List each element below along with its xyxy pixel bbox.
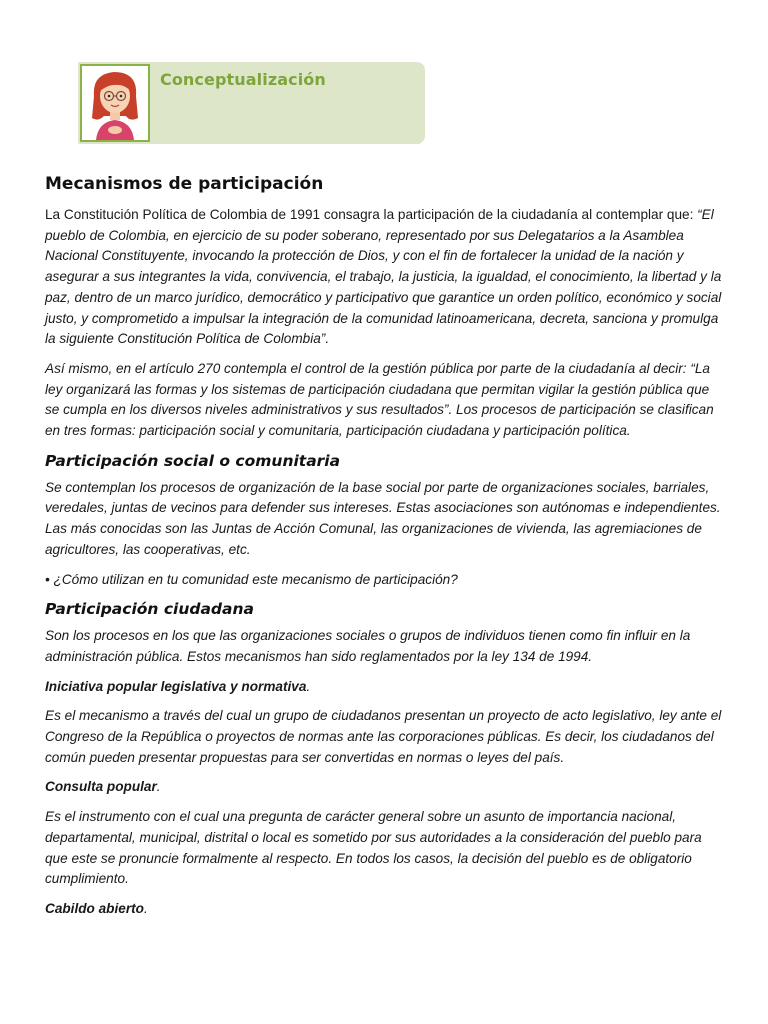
cabildo-title: Cabildo abierto [45, 900, 144, 916]
section-title: Mecanismos de participación [45, 174, 324, 194]
banner-title: Conceptualización [160, 70, 326, 89]
intro-paragraph [45, 205, 725, 350]
cabildo-subheading [45, 899, 725, 920]
ciudadana-heading: Participación ciudadana [45, 600, 254, 619]
document-body [45, 174, 725, 929]
cabildo-period: . [143, 900, 148, 916]
intro-lead: La Constitución Política de Colombia de 1991 consagra la participación de la ciudadanía al contemplar que: [45, 207, 698, 222]
constitution-quote: “El pueblo de Colombia, en ejercicio de su poder soberano, representado por sus Delegatarios a la Asamblea Nacional Constituyente, invocando la protección de Dios, y con el fin de fortalecer la unidad de la nación y asegurar a sus integrantes la vida, convivencia, el trabajo, la justicia, la igualdad, el conocimiento, la libertad y la paz, dentro de un marco jurídico, democrático y participativo que garantice un orden político, económico y social justo, y comprometido a impulsar la integración de la comunidad latinoamericana, decreta, sanciona y promulga la siguiente Constitución Política de Colombia”. [45, 207, 722, 347]
social-heading: Participación social o comunitaria [45, 451, 341, 470]
ciudadana-paragraph: Son los procesos en los que las organizaciones sociales o grupos de individuos tienen como fin influir en la administración pública. Estos mecanismos han sido reglamentados por la ley 134 de 1994. [45, 628, 691, 664]
iniciativa-period: . [306, 678, 311, 694]
consulta-subheading [45, 777, 725, 798]
social-paragraph: Se contemplan los procesos de organización de la base social por parte de organizaciones sociales, barriales, veredales, juntas de vecinos para defender sus intereses. Estas asociaciones son autónomas e independientes. Las más conocidas son las Juntas de Acción Comunal, las organizaciones de vivienda, las agremiaciones de agricultores, las cooperativas, etc. [45, 479, 721, 557]
article-paragraph: Así mismo, en el artículo 270 contempla el control de la gestión pública por parte de la ciudadanía al decir: “La ley organizará las formas y los sistemas de participación ciudadana que permitan vigilar la gestión pública que se cumpla en los diversos niveles administrativos y sus resultados”. Los procesos de participación se clasifican en tres formas: participación social y comunitaria, participación ciudadana y participación política. [45, 360, 714, 439]
iniciativa-title: Iniciativa popular legislativa y normativa [45, 678, 307, 694]
consulta-period: . [156, 779, 161, 795]
iniciativa-paragraph: Es el mecanismo a través del cual un grupo de ciudadanos presentan un proyecto de acto legislativo, ley ante el Congreso de la República o proyectos de normas ante las corporaciones públicas. Es decir, los ciudadanos del común pueden presentar propuestas para ser convertidas en normas o leyes del país. [45, 708, 722, 765]
consulta-paragraph: Es el instrumento con el cual una pregunta de carácter general sobre un asunto de importancia nacional, departamental, municipal, distrital o local es sometido por sus autoridades a la consideración del pueblo para que este se pronuncie formalmente al respecto. En todos los casos, la decisión del pueblo es de obligatorio cumplimiento. [45, 809, 702, 887]
teacher-illustration-icon [82, 66, 148, 140]
iniciativa-subheading [45, 677, 725, 698]
teacher-avatar-illustration [80, 64, 150, 142]
social-question: • ¿Cómo utilizan en tu comunidad este mecanismo de participación? [45, 571, 458, 587]
consulta-title: Consulta popular [45, 779, 157, 795]
